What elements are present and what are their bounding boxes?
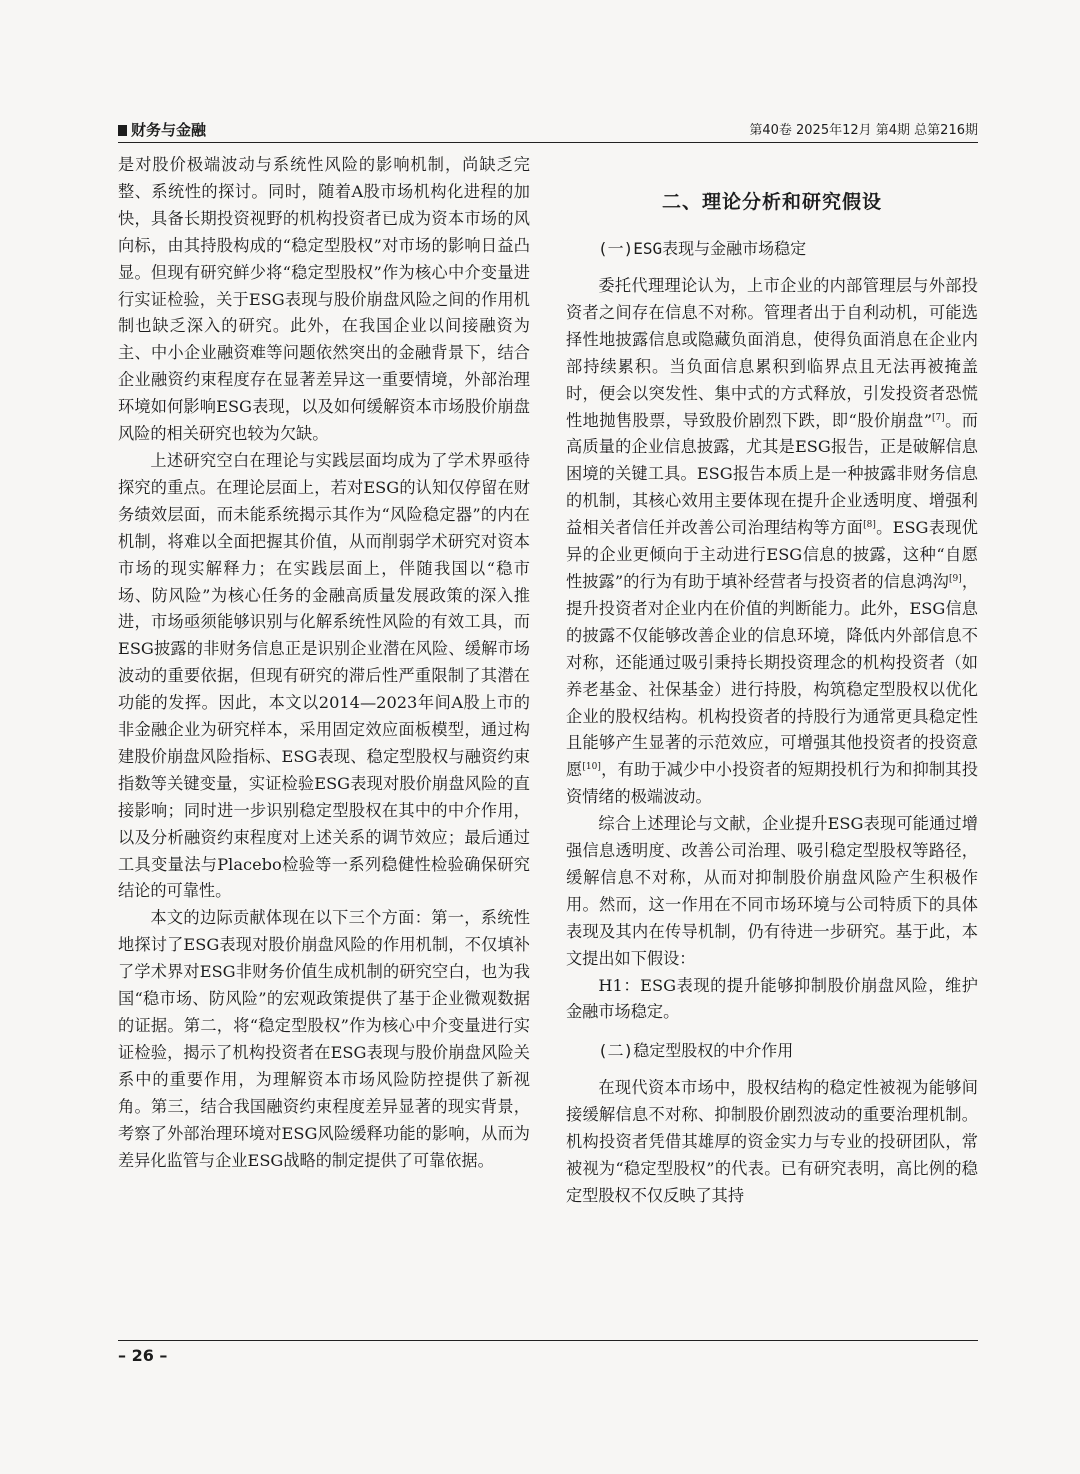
- right-column: [566, 152, 978, 1210]
- journal-section: [118, 120, 206, 140]
- text-run: 委托代理理论认为，上市企业的内部管理层与外部投资者之间存在信息不对称。管理者出于自利动机，可能选择性地披露信息或隐藏负面消息，使得负面消息在企业内部持续累积。当负面信息累积到临界点且无法再被掩盖时，便会以突发性、集中式的方式释放，引发投资者恐慌性地抛售股票，导致股价剧烈下跌，即“股价崩盘”: [566, 276, 978, 430]
- running-header: [118, 120, 978, 142]
- header-rule: [118, 142, 978, 143]
- section-name: 财务与金融: [131, 121, 207, 139]
- citation: [9]: [948, 573, 962, 584]
- citation: [8]: [863, 520, 876, 531]
- paragraph: [566, 273, 978, 811]
- text-run: 。而高质量的企业信息披露，尤其是ESG报告，正是破解信息困境的关键工具。ESG报告本质上是一种披露非财务信息的机制，其核心效用主要体现在提升企业透明度、增强利益相关者信任并改善公司治理结构等方面: [566, 410, 978, 538]
- text-run: ，提升投资者对企业内在价值的判断能力。此外，ESG信息的披露不仅能够改善企业的信息环境，降低内外部信息不对称，还能通过吸引秉持长期投资理念的机构投资者（如养老基金、社保基金）进行持股，构筑稳定型股权以优化企业的股权结构。机构投资者的持股行为通常更具稳定性且能够产生显著的示范效应，可增强其他投资者的投资意愿: [566, 571, 979, 780]
- section-square-icon: [118, 125, 127, 136]
- paragraph: 综合上述理论与文献，企业提升ESG表现可能通过增强信息透明度、改善公司治理、吸引稳定型股权等路径，缓解信息不对称，从而对抑制股价崩盘风险产生积极作用。然而，这一作用在不同市场环境与公司特质下的具体表现及其内在传导机制，仍有待进一步研究。基于此，本文提出如下假设：: [566, 814, 978, 968]
- left-column: [118, 152, 530, 1174]
- paragraph: 在现代资本市场中，股权结构的稳定性被视为能够间接缓解信息不对称、抑制股价剧烈波动的重要治理机制。机构投资者凭借其雄厚的资金实力与专业的投研团队，常被视为“稳定型股权”的代表。已有研究表明，高比例的稳定型股权不仅反映了其持: [566, 1078, 978, 1205]
- footer-rule: [118, 1340, 978, 1341]
- hypothesis: H1：ESG表现的提升能够抑制股价崩盘风险，维护金融市场稳定。: [566, 975, 978, 1022]
- subsection-title: (一)ESG表现与金融市场稳定: [598, 239, 807, 258]
- subsection-title: (二)稳定型股权的中介作用: [598, 1041, 794, 1061]
- citation: [10]: [582, 762, 601, 773]
- text-run: ，有助于减少中小投资者的短期投机行为和抑制其投资情绪的极端波动。: [566, 760, 979, 807]
- page-number: – 26 –: [118, 1346, 168, 1365]
- citation: [7]: [932, 412, 945, 423]
- paragraph: 本文的边际贡献体现在以下三个方面：第一，系统性地探讨了ESG表现对股价崩盘风险的作用机制，不仅填补了学术界对ESG非财务价值生成机制的研究空白，也为我国“稳市场、防风险”的宏观政策提供了基于企业微观数据的证据。第二，将“稳定型股权”作为核心中介变量进行实证检验，揭示了机构投资者在ESG表现与股价崩盘风险关系中的重要作用，为理解资本市场风险防控提供了新视角。第三，结合我国融资约束程度差异显著的现实背景，考察了外部治理环境对ESG风险缓释功能的影响，从而为差异化监管与企业ESG战略的制定提供了可靠依据。: [118, 908, 530, 1170]
- text-run: 。ESG表现优异的企业更倾向于主动进行ESG信息的披露，这种“自愿性披露”的行为有助于填补经营者与投资者的信息鸿沟: [566, 518, 978, 591]
- section-title: 二、理论分析和研究假设: [661, 191, 882, 213]
- paragraph: 是对股价极端波动与系统性风险的影响机制，尚缺乏完整、系统性的探讨。同时，随着A股市场机构化进程的加快，具备长期投资视野的机构投资者已成为资本市场的风向标，由其持股构成的“稳定型股权”对市场的影响日益凸显。但现有研究鲜少将“稳定型股权”作为核心中介变量进行实证检验，关于ESG表现与股价崩盘风险之间的作用机制也缺乏深入的研究。此外，在我国企业以间接融资为主、中小企业融资难等问题依然突出的金融背景下，结合企业融资约束程度存在显著差异这一重要情境，外部治理环境如何影响ESG表现，以及如何缓解资本市场股价崩盘风险的相关研究也较为欠缺。: [118, 155, 530, 444]
- paragraph: 上述研究空白在理论与实践层面均成为了学术界亟待探究的重点。在理论层面上，若对ESG的认知仅停留在财务绩效层面，而未能系统揭示其作为“风险稳定器”的内在机制，将难以全面把握其价值，从而削弱学术研究对资本市场的现实解释力；在实践层面上，伴随我国以“稳市场、防风险”为核心任务的金融高质量发展政策的深入推进，市场亟须能够识别与化解系统性风险的有效工具，而ESG披露的非财务信息正是识别企业潜在风险、缓解市场波动的重要依据，但现有研究的滞后性严重限制了其潜在功能的发挥。因此，本文以2014—2023年间A股上市的非金融企业为研究样本，采用固定效应面板模型，通过构建股价崩盘风险指标、ESG表现、稳定型股权与融资约束指数等关键变量，实证检验ESG表现对股价崩盘风险的直接影响；同时进一步识别稳定型股权在其中的中介作用，以及分析融资约束程度对上述关系的调节效应；最后通过工具变量法与Placebo检验等一系列稳健性检验确保研究结论的可靠性。: [118, 450, 530, 901]
- issue-info: 第40卷 2025年12月 第4期 总第216期: [749, 123, 978, 138]
